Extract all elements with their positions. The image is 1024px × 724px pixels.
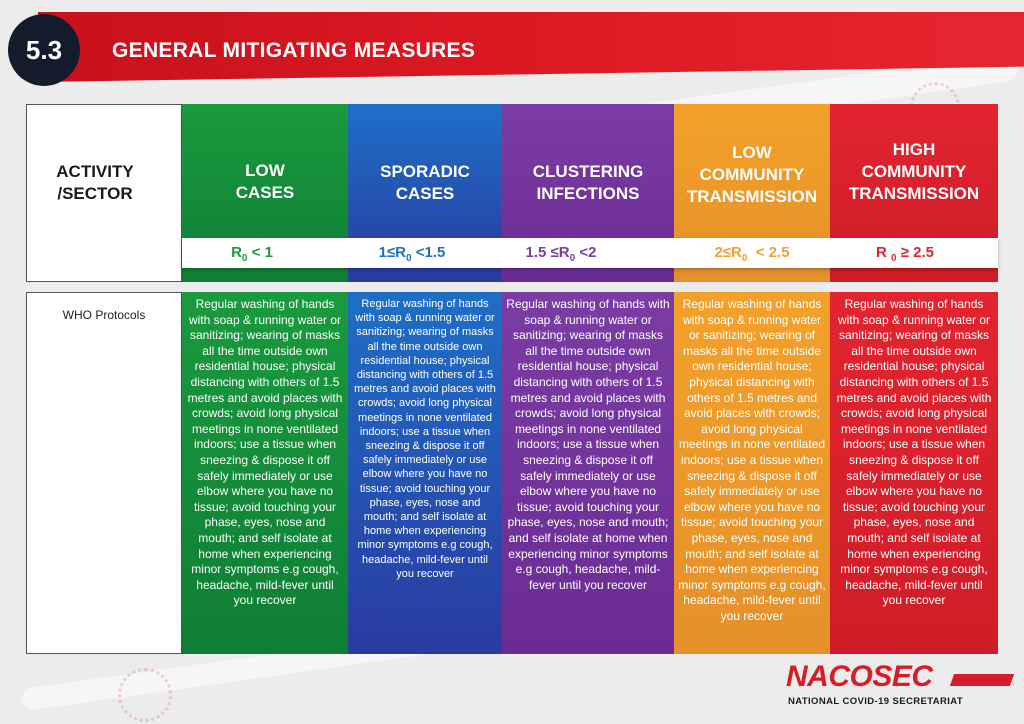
protocol-cell-low-cases bbox=[182, 292, 348, 654]
protocol-text: Regular washing of hands with soap & running water or sanitizing; wearing of masks all the time outside own residential house; physical distancing with others of 1.5 metres and avoid places with crowds; avoid long physical meetings in none ventilated indoors; use a tissue when sneezing & dispose it off safely immediately or use elbow where you have no tissue; avoid touching your phase, eyes, nose and mouth; and self isolate at home when experiencing minor symptoms e.g cough, headache, mild-fever until you recover bbox=[836, 297, 992, 608]
section-number: 5.3 bbox=[25, 34, 63, 65]
who-protocols-label: WHO Protocols bbox=[62, 308, 146, 322]
column-title: LOW COMMUNITY TRANSMISSION bbox=[686, 143, 818, 206]
protocol-cell-low-community-transmission bbox=[674, 292, 830, 654]
column-title: SPORADIC CASES bbox=[380, 162, 470, 203]
activity-sector-label: ACTIVITY /SECTOR bbox=[56, 162, 134, 203]
page-title: GENERAL MITIGATING MEASURES bbox=[112, 39, 476, 62]
column-title: CLUSTERING INFECTIONS bbox=[532, 162, 644, 203]
protocol-cell-high-community-transmission bbox=[830, 292, 998, 654]
r0-value: $2\le R_0 < 2.5$ bbox=[714, 244, 790, 264]
r0-value: $1\le R_0 <1.5$ bbox=[378, 244, 446, 264]
activity-sector-cell bbox=[26, 104, 182, 282]
who-protocols-cell bbox=[26, 292, 182, 654]
logo-wordmark: NACOSEC bbox=[786, 660, 933, 693]
column-title: HIGH COMMUNITY TRANSMISSION bbox=[848, 140, 980, 203]
section-number-badge bbox=[8, 14, 80, 86]
virus-decoration-icon bbox=[118, 668, 172, 722]
protocol-text: Regular washing of hands with soap & running water or sanitizing; wearing of masks all the time outside own residential house; physical distancing with others of 1.5 metres and avoid places with crowds; avoid long physical meetings in none ventilated indoors; use a tissue when sneezing & dispose it off safely immediately or use elbow where you have no tissue; avoid touching your phase, eyes, nose and mouth; and self isolate at home when experiencing minor symptoms e.g cough, headache, mild-fever until you recover bbox=[678, 297, 826, 623]
r0-value: R $_0$ ≥ 2.5 bbox=[876, 244, 934, 264]
logo-subtitle: NATIONAL COVID-19 SECRETARIAT bbox=[788, 696, 964, 707]
protocol-text: Regular washing of hands with soap & running water or sanitizing; wearing of masks all the time outside own residential house; physical distancing with others of 1.5 metres and avoid places with crowds; avoid long physical meetings in none ventilated indoors; use a tissue when sneezing & dispose it off safely immediately or use elbow where you have no tissue; avoid touching your phase, eyes, nose and mouth; and self isolate at home when experiencing minor symptoms e.g cough, headache, mild-fever until you recover bbox=[187, 297, 343, 608]
r0-value: $R_0 < 1$ bbox=[231, 244, 273, 264]
nacosec-logo bbox=[786, 660, 1018, 718]
protocol-text: Regular washing of hands with soap & running water or sanitizing; wearing of masks all the time outside own residential house; physical distancing with others of 1.5 metres and avoid places with crowds; avoid long physical meetings in none ventilated indoors; use a tissue when sneezing & dispose it off safely immediately or use elbow where you have no tissue; avoid touching your phase, eyes, nose and mouth; and self isolate at home when experiencing minor symptoms e.g cough, headache, mild-fever until you recover bbox=[506, 297, 670, 592]
protocol-text: Regular washing of hands with soap & running water or sanitizing; wearing of masks all the time outside own residential house; physical distancing with others of 1.5 metres and avoid places with crowds; avoid long physical meetings in none ventilated indoors; use a tissue when sneezing & dispose it off safely immediately or use elbow where you have no tissue; avoid touching your phase, eyes, nose and mouth; and self isolate at home when experiencing minor symptoms e.g cough, headache, mild-fever until you recover bbox=[354, 298, 496, 580]
r0-value: $1.5 \le R_0 <2$ bbox=[525, 244, 597, 264]
column-title: LOW CASES bbox=[235, 161, 295, 202]
logo-accent-bar bbox=[950, 674, 1014, 686]
protocol-cell-clustering-infections bbox=[502, 292, 674, 654]
protocol-cell-sporadic-cases bbox=[348, 292, 502, 654]
